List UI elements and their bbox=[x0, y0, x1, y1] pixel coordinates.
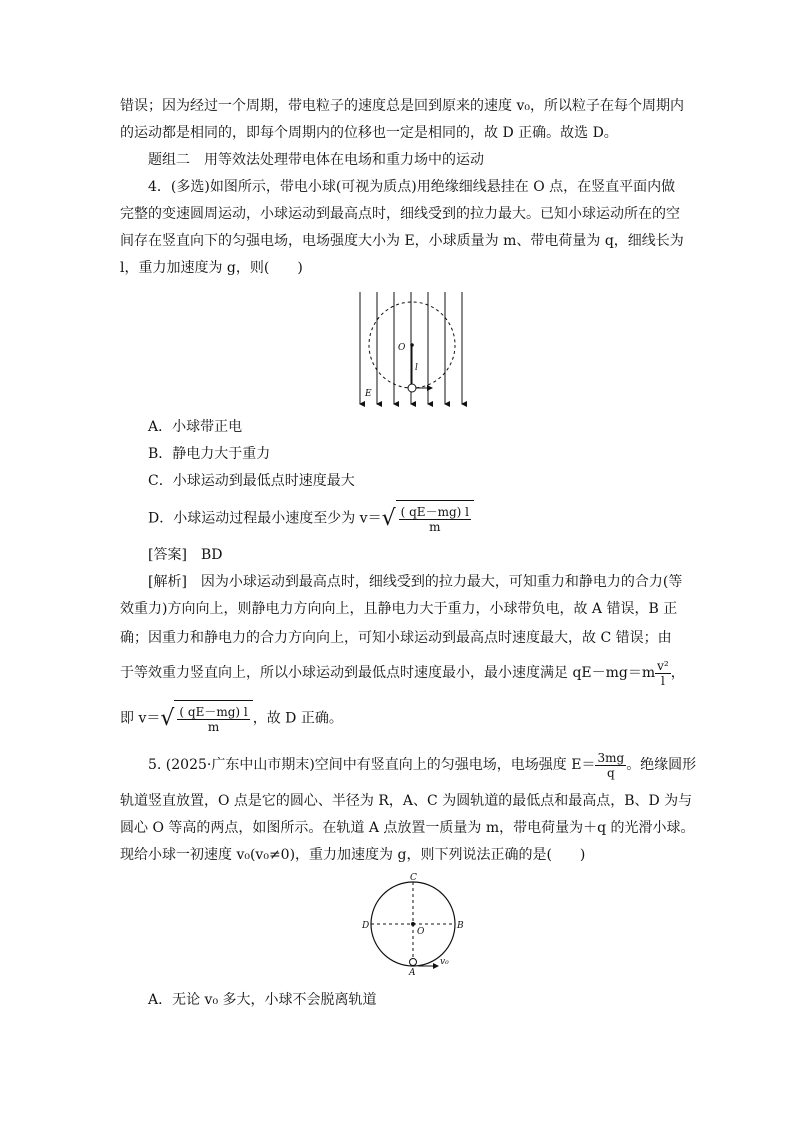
figure-electric-field-pendulum bbox=[350, 290, 470, 410]
fraction-denominator: l bbox=[661, 673, 665, 688]
question-5-text bbox=[148, 748, 708, 782]
analysis-text-segment: ，故 D 正确。 bbox=[252, 710, 343, 727]
fig2-label-a: A bbox=[409, 968, 416, 976]
figure-circular-track bbox=[358, 872, 468, 976]
question-5-option-a: A．无论 v₀ 多大，小球不会脱离轨道 bbox=[148, 992, 377, 1008]
question-5-text: 轨道竖直放置，O 点是它的圆心、半径为 R，A、C 为圆轨道的最低点和最高点，B、D 为与 bbox=[120, 793, 693, 809]
sqrt-expression: √ $\frac{( qE-mg) l}{m}$ bbox=[382, 500, 474, 537]
fig2-label-b: B bbox=[457, 921, 464, 931]
analysis-text: 效重力)方向向上，则静电力方向向上，且静电力大于重力，小球带负电，故 A 错误，B 正 bbox=[120, 601, 678, 617]
sqrt-expression: √ $\frac{( qE-mg) l}{m}$ bbox=[160, 700, 252, 737]
fraction-numerator: ( qE－mg) l bbox=[179, 704, 248, 719]
analysis-text bbox=[120, 700, 680, 736]
fig2-label-c: C bbox=[410, 873, 417, 883]
fig1-label-o: O bbox=[398, 343, 406, 353]
option-d-prefix: D．小球运动过程最小速度至少为 v＝ bbox=[148, 510, 382, 527]
analysis-text-segment: 于等效重力竖直向上，所以小球运动到最低点时速度最小，最小速度满足 qE－mg＝m bbox=[120, 665, 656, 681]
fraction-numerator: 3mg bbox=[597, 750, 625, 765]
answer-value: BD bbox=[200, 547, 223, 563]
fig1-label-l: l bbox=[415, 363, 418, 373]
answer-line bbox=[148, 545, 708, 565]
fig2-label-d: D bbox=[362, 921, 370, 931]
analysis-text-segment: 即 v＝ bbox=[120, 710, 161, 727]
option-d bbox=[148, 500, 708, 536]
fraction-numerator: ( qE－mg) l bbox=[400, 504, 469, 519]
question-5-segment: 。绝缘圆形 bbox=[626, 757, 697, 773]
fig1-label-e: E bbox=[365, 389, 372, 399]
text-line: 错误；因为经过一个周期，带电粒子的速度总是回到原来的速度 v₀，所以粒子在每个周期内 bbox=[120, 98, 684, 114]
option-c: C．小球运动到最低点时速度最大 bbox=[148, 473, 355, 489]
question-4-text: l，重力加速度为 g，则( ) bbox=[120, 260, 303, 276]
text-line: 的运动都是相同的，即每个周期内的位移也一定是相同的，故 D 正确。故选 D。 bbox=[120, 125, 618, 141]
option-b: B．静电力大于重力 bbox=[148, 446, 271, 462]
answer-label: [答案] bbox=[148, 547, 187, 563]
question-5-segment: 5. (2025·广东中山市期末)空间中有竖直向上的匀强电场，电场强度 E＝ bbox=[148, 757, 596, 773]
fig2-label-o: O bbox=[417, 927, 425, 937]
analysis-text: [解析] 因为小球运动到最高点时，细线受到的拉力最大，可知重力和静电力的合力(等 bbox=[148, 574, 683, 590]
analysis-text-segment: ， bbox=[670, 665, 685, 681]
analysis-text: 确；因重力和静电力的合力方向向上，可知小球运动到最高点时速度最大，故 C 错误；由 bbox=[120, 630, 672, 646]
question-4-text: 间存在竖直向下的匀强电场，电场强度大小为 E，小球质量为 m、带电荷量为 q，细线长为 bbox=[120, 233, 684, 249]
question-5-text: 现给小球一初速度 v₀(v₀≠0)，重力加速度为 g，则下列说法正确的是( ) bbox=[120, 847, 586, 863]
option-a: A．小球带正电 bbox=[148, 419, 243, 435]
fraction-numerator: v² bbox=[657, 658, 669, 673]
fraction-denominator: m bbox=[429, 519, 441, 534]
fig2-label-v0: v₀ bbox=[440, 957, 449, 967]
section-heading: 题组二 用等效法处理带电体在电场和重力场中的运动 bbox=[148, 152, 484, 168]
question-4-text: 完整的变速圆周运动，小球运动到最高点时，细线受到的拉力最大。已知小球运动所在的空 bbox=[120, 206, 680, 222]
question-5-text: 圆心 O 等高的两点，如图所示。在轨道 A 点放置一质量为 m，带电荷量为＋q 的光滑小球。 bbox=[120, 820, 695, 836]
analysis-text bbox=[120, 656, 685, 690]
fraction-denominator: q bbox=[606, 765, 615, 780]
fraction-denominator: m bbox=[207, 719, 220, 734]
question-4-text: 4．(多选)如图所示，带电小球(可视为质点)用绝缘细线悬挂在 O 点，在竖直平面内做 bbox=[148, 179, 676, 195]
